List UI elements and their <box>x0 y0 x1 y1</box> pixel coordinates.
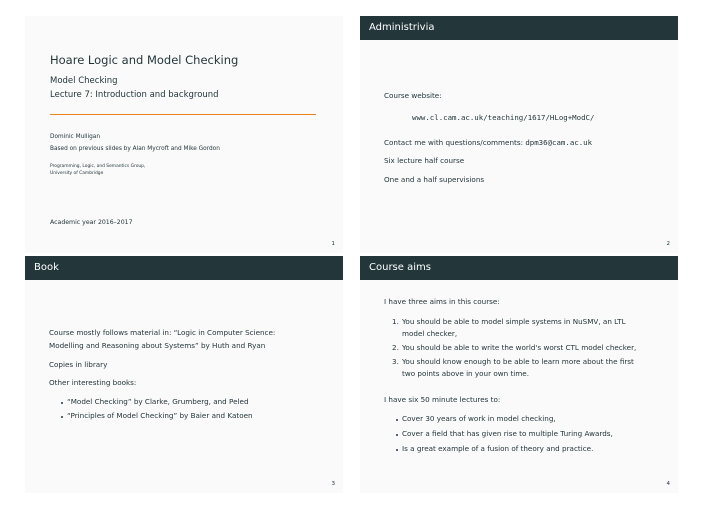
page-number: 4 <box>666 481 670 487</box>
institute-line-1: Programming, Logic, and Semantics Group, <box>50 164 146 169</box>
slide-title <box>25 16 343 253</box>
bullet-icon <box>396 434 398 436</box>
author: Dominic Mulligan <box>50 134 100 140</box>
aim-number: 3. <box>392 357 399 366</box>
presentation-subtitle: Model Checking <box>50 76 118 86</box>
lecture-point: Cover 30 years of work in model checking, <box>402 414 556 423</box>
aim-line: model checker, <box>402 329 458 338</box>
lecture-point: Is a great example of a fusion of theory and practice. <box>402 444 594 453</box>
course-website-url[interactable]: www.cl.cam.ac.uk/teaching/1617/HLog+ModC/ <box>412 113 595 122</box>
aim-line: two points above in your own time. <box>402 369 529 378</box>
title-divider <box>50 114 316 115</box>
slide-book <box>25 256 343 493</box>
contact-label: Contact me with questions/comments: <box>384 138 524 147</box>
bullet-icon <box>396 419 398 421</box>
aim-line: You should know enough to be able to learn more about the first <box>402 357 634 366</box>
book-item: “Model Checking” by Clarke, Grumberg, and Peled <box>67 397 249 406</box>
course-website-label: Course website: <box>384 91 442 100</box>
library-copies: Copies in library <box>49 360 108 369</box>
academic-year: Academic year 2016–2017 <box>50 219 133 226</box>
book-item: “Principles of Model Checking” by Baier and Katoen <box>67 411 253 420</box>
slide-course-aims <box>360 256 678 493</box>
frame-title: Book <box>25 256 343 280</box>
bullet-icon <box>61 402 63 404</box>
page-number: 3 <box>331 481 335 487</box>
aim-number: 2. <box>392 343 399 352</box>
page-number: 1 <box>331 241 335 247</box>
contact-email[interactable]: dpm36@cam.ac.uk <box>525 138 593 147</box>
frame-title: Course aims <box>360 256 678 280</box>
other-books-label: Other interesting books: <box>49 378 137 387</box>
aims-intro: I have three aims in this course: <box>384 297 500 306</box>
supervision-count: One and a half supervisions <box>384 175 485 184</box>
contact-line <box>384 138 592 148</box>
institute-line-2: University of Cambridge <box>50 171 104 176</box>
book-line-2: Modelling and Reasoning about Systems” by Huth and Ryan <box>49 341 266 350</box>
bullet-icon <box>61 416 63 418</box>
page-number: 2 <box>666 241 670 247</box>
lecture-title: Lecture 7: Introduction and background <box>50 90 219 100</box>
frame-title: Administrivia <box>360 16 678 40</box>
presentation-title: Hoare Logic and Model Checking <box>50 53 239 67</box>
aim-number: 1. <box>392 317 399 326</box>
aim-line: You should be able to write the world's worst CTL model checker, <box>402 343 637 352</box>
lectures-intro: I have six 50 minute lectures to: <box>384 395 501 404</box>
lecture-point: Cover a field that has given rise to multiple Turing Awards, <box>402 429 613 438</box>
aim-line: You should be able to model simple systems in NuSMV, an LTL <box>402 317 626 326</box>
attribution: Based on previous slides by Alan Mycroft and Mike Gordon <box>50 146 220 152</box>
bullet-icon <box>396 449 398 451</box>
lecture-count: Six lecture half course <box>384 156 465 165</box>
slide-administrivia <box>360 16 678 253</box>
book-line-1: Course mostly follows material in: “Logic in Computer Science: <box>49 328 276 337</box>
